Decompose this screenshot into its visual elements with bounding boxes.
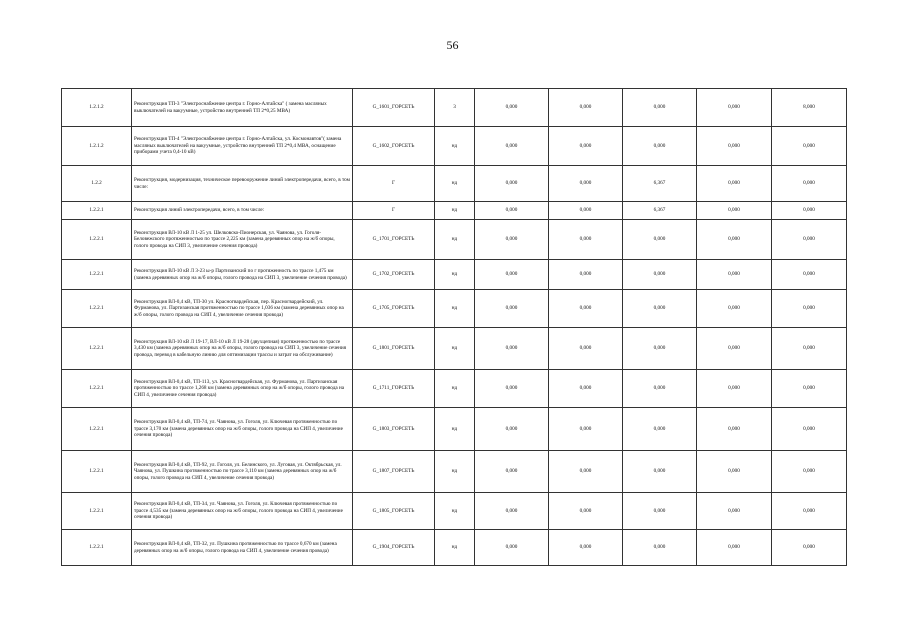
row-value-5: 0,000 <box>772 166 847 202</box>
row-description: Реконструкция ВЛ-0,4 кВ, ТП-32, ул. Пушкина протяженностью по трассе 0,670 км (замена деревянных опор на ж/б опоры, голого провода на СИП 4, увеличение сечения провода) <box>132 530 353 566</box>
row-description: Реконструкция ВЛ-10 кВ Л 19-17, ВЛ-10 кВ Л 19-28 (двухцепная) протяженностью по трассе 3,430 км (замена деревянных опор на ж/б опоры, голого провода на СИП 3, увеличение сечения провода, перевод в кабельную линию для оптимизации трассы и затрат на обслуживание) <box>132 328 353 370</box>
row-description: Реконструкция ВЛ-0,4 кВ, ТП-74, ул. Чаянова, ул. Гоголя, ул. Ключевая протяженностью по трассе 3,170 км (замена деревянных опор на ж/б опоры, голого провода на СИП 4, увеличение сечения провода) <box>132 408 353 451</box>
row-project-id: G_1602_ГОРСЕТЬ <box>353 127 435 166</box>
table-row <box>62 408 847 451</box>
row-unit: нд <box>435 370 475 408</box>
row-value-3: 0,000 <box>623 451 697 493</box>
row-project-id: Г <box>353 166 435 202</box>
row-value-2: 0,000 <box>549 328 623 370</box>
row-value-3: 0,000 <box>623 493 697 530</box>
row-project-id: G_1705_ГОРСЕТЬ <box>353 290 435 328</box>
row-unit: нд <box>435 328 475 370</box>
row-unit: нд <box>435 260 475 290</box>
row-value-1: 0,000 <box>475 530 549 566</box>
table-row <box>62 370 847 408</box>
row-project-id: G_1805_ГОРСЕТЬ <box>353 493 435 530</box>
row-unit: нд <box>435 451 475 493</box>
investment-table <box>61 88 847 566</box>
row-description: Реконструкция ВЛ-0,4 кВ, ТП-30 ул. Красногвардейская, пер. Красногвардейский, ул. Фурманова, ул. Партизанская протяженностью по трассе 1,036 км (замена деревянных опор на ж/б опоры, голого провода на СИП 4, увеличение сечения провода) <box>132 290 353 328</box>
row-value-3: 0,000 <box>623 328 697 370</box>
row-code: 1.2.2.1 <box>62 290 132 328</box>
row-value-2: 0,000 <box>549 166 623 202</box>
row-code: 1.2.2.1 <box>62 328 132 370</box>
row-code: 1.2.1.2 <box>62 127 132 166</box>
row-value-3: 0,000 <box>623 370 697 408</box>
page-number: 56 <box>446 38 459 52</box>
row-unit: нд <box>435 290 475 328</box>
row-value-1: 0,000 <box>475 408 549 451</box>
row-value-1: 0,000 <box>475 260 549 290</box>
table-row <box>62 166 847 202</box>
row-value-4: 0,000 <box>697 493 772 530</box>
row-project-id: G_1711_ГОРСЕТЬ <box>353 370 435 408</box>
row-unit: нд <box>435 493 475 530</box>
row-value-4: 0,000 <box>697 220 772 260</box>
row-value-3: 0,000 <box>623 290 697 328</box>
row-description: Реконструкция линий электропередачи, всего, в том числе: <box>132 202 353 220</box>
row-code: 1.2.1.2 <box>62 89 132 127</box>
row-value-4: 0,000 <box>697 202 772 220</box>
row-value-1: 0,000 <box>475 493 549 530</box>
row-value-1: 0,000 <box>475 127 549 166</box>
table-row <box>62 451 847 493</box>
row-project-id: G_1904_ГОРСЕТЬ <box>353 530 435 566</box>
row-unit: нд <box>435 202 475 220</box>
row-value-4: 0,000 <box>697 89 772 127</box>
row-value-3: 6,367 <box>623 202 697 220</box>
row-value-4: 0,000 <box>697 530 772 566</box>
row-value-5: 0,000 <box>772 530 847 566</box>
row-value-5: 0,000 <box>772 408 847 451</box>
row-value-5: 0,000 <box>772 328 847 370</box>
row-code: 1.2.2.1 <box>62 530 132 566</box>
row-unit: нд <box>435 166 475 202</box>
row-code: 1.2.2.1 <box>62 220 132 260</box>
row-code: 1.2.2.1 <box>62 408 132 451</box>
row-value-4: 0,000 <box>697 328 772 370</box>
row-value-5: 0,000 <box>772 493 847 530</box>
row-value-5: 8,000 <box>772 89 847 127</box>
row-value-5: 0,000 <box>772 220 847 260</box>
row-value-4: 0,000 <box>697 166 772 202</box>
row-project-id: G_1803_ГОРСЕТЬ <box>353 408 435 451</box>
row-project-id: G_1701_ГОРСЕТЬ <box>353 220 435 260</box>
table-row <box>62 220 847 260</box>
row-value-5: 0,000 <box>772 127 847 166</box>
table-row <box>62 127 847 166</box>
row-value-1: 0,000 <box>475 451 549 493</box>
row-description: Реконструкция ВЛ-0,4 кВ, ТП-113, ул. Красногвардейская, ул. Фурманова, ул. Партизанская протяженностью по трассе 1,268 км (замена деревянных опор на ж/б опоры, голого провода на СИП 4, увеличение сечения провода) <box>132 370 353 408</box>
row-description: Реконструкция ТП-4 "Электроснабжение центра г. Горно-Алтайска, ул. Космонавтов"( замена масляных выключателей на вакуумные, устройство внутренней ТП 2*0,4 МВА, оснащение приборами учета 0,4-10 кВ) <box>132 127 353 166</box>
row-value-1: 0,000 <box>475 370 549 408</box>
row-description: Реконструкция, модернизация, техническое перевооружение линий электропередачи, всего, в том числе: <box>132 166 353 202</box>
row-value-2: 0,000 <box>549 408 623 451</box>
row-value-3: 0,000 <box>623 127 697 166</box>
table-row <box>62 260 847 290</box>
table-row <box>62 530 847 566</box>
row-value-1: 0,000 <box>475 328 549 370</box>
row-project-id: G_1807_ГОРСЕТЬ <box>353 451 435 493</box>
row-code: 1.2.2.1 <box>62 370 132 408</box>
row-value-2: 0,000 <box>549 370 623 408</box>
row-value-2: 0,000 <box>549 530 623 566</box>
row-value-1: 0,000 <box>475 166 549 202</box>
row-value-4: 0,000 <box>697 451 772 493</box>
row-value-2: 0,000 <box>549 290 623 328</box>
row-value-4: 0,000 <box>697 408 772 451</box>
row-description: Реконструкция ВЛ-10 кВ Л 3-23 ы-р Партизанский по г протяженность по трассе 1,475 км (замена деревянных опор на ж/б опоры, голого провода на СИП 3, увеличение сечения провода) <box>132 260 353 290</box>
row-value-2: 0,000 <box>549 127 623 166</box>
row-value-2: 0,000 <box>549 493 623 530</box>
row-value-5: 0,000 <box>772 370 847 408</box>
row-value-1: 0,000 <box>475 290 549 328</box>
row-code: 1.2.2 <box>62 166 132 202</box>
row-description: Реконструкция ТП-3 "Электроснабжение центра г. Горно-Алтайска" ( замена масляных выключателей на вакуумные, устройство внутренней ТП 2*0,25 МВА) <box>132 89 353 127</box>
row-description: Реконструкция ВЛ-0,4 кВ, ТП-34, ул. Чаянова, ул. Гоголя, ул. Ключевая протяженностью по трассе 4,535 км (замена деревянных опор на ж/б опоры, голого провода на СИП 4, увеличение сечения провода) <box>132 493 353 530</box>
row-description: Реконструкция ВЛ-0,4 кВ, ТП-92, ул. Гоголя, ул. Белинского, ул. Луговая, ул. Октябрьская, ул. Чаянова, ул. Пушкина протяженностью по трассе 3,110 км (замена деревянных опор на ж/б опоры, голого провода на СИП 4, увеличение сечения провода) <box>132 451 353 493</box>
row-value-3: 0,000 <box>623 260 697 290</box>
row-value-2: 0,000 <box>549 202 623 220</box>
row-value-2: 0,000 <box>549 89 623 127</box>
row-unit: нд <box>435 530 475 566</box>
row-value-3: 0,000 <box>623 408 697 451</box>
row-value-4: 0,000 <box>697 260 772 290</box>
row-value-5: 0,000 <box>772 451 847 493</box>
row-value-4: 0,000 <box>697 127 772 166</box>
row-value-5: 0,000 <box>772 260 847 290</box>
row-project-id: G_1601_ГОРСЕТЬ <box>353 89 435 127</box>
row-value-2: 0,000 <box>549 260 623 290</box>
row-unit: нд <box>435 127 475 166</box>
row-value-5: 0,000 <box>772 290 847 328</box>
row-value-1: 0,000 <box>475 202 549 220</box>
row-value-2: 0,000 <box>549 220 623 260</box>
row-unit: нд <box>435 220 475 260</box>
row-description: Реконструкция ВЛ-10 кВ Л 1-25 ул. Шелковско-Пионерская, ул. Чаянова, ул. Гоголя-Беловежского протяженностью по трассе 2,225 км (замена деревянных опор на ж/б опоры, голого провода на СИП 3, увеличение сечения провода) <box>132 220 353 260</box>
row-value-3: 0,000 <box>623 220 697 260</box>
table-row <box>62 493 847 530</box>
row-value-5: 0,000 <box>772 202 847 220</box>
row-unit: нд <box>435 408 475 451</box>
table-row <box>62 328 847 370</box>
row-code: 1.2.2.1 <box>62 493 132 530</box>
row-value-1: 0,000 <box>475 89 549 127</box>
row-value-3: 0,000 <box>623 89 697 127</box>
row-project-id: G_1801_ГОРСЕТЬ <box>353 328 435 370</box>
row-value-4: 0,000 <box>697 370 772 408</box>
table-row <box>62 202 847 220</box>
row-value-4: 0,000 <box>697 290 772 328</box>
row-unit: 3 <box>435 89 475 127</box>
row-code: 1.2.2.1 <box>62 202 132 220</box>
row-value-2: 0,000 <box>549 451 623 493</box>
row-value-3: 6,367 <box>623 166 697 202</box>
table-row <box>62 290 847 328</box>
row-project-id: G_1702_ГОРСЕТЬ <box>353 260 435 290</box>
row-value-1: 0,000 <box>475 220 549 260</box>
table-row <box>62 89 847 127</box>
row-project-id: Г <box>353 202 435 220</box>
row-value-3: 0,000 <box>623 530 697 566</box>
row-code: 1.2.2.1 <box>62 260 132 290</box>
row-code: 1.2.2.1 <box>62 451 132 493</box>
